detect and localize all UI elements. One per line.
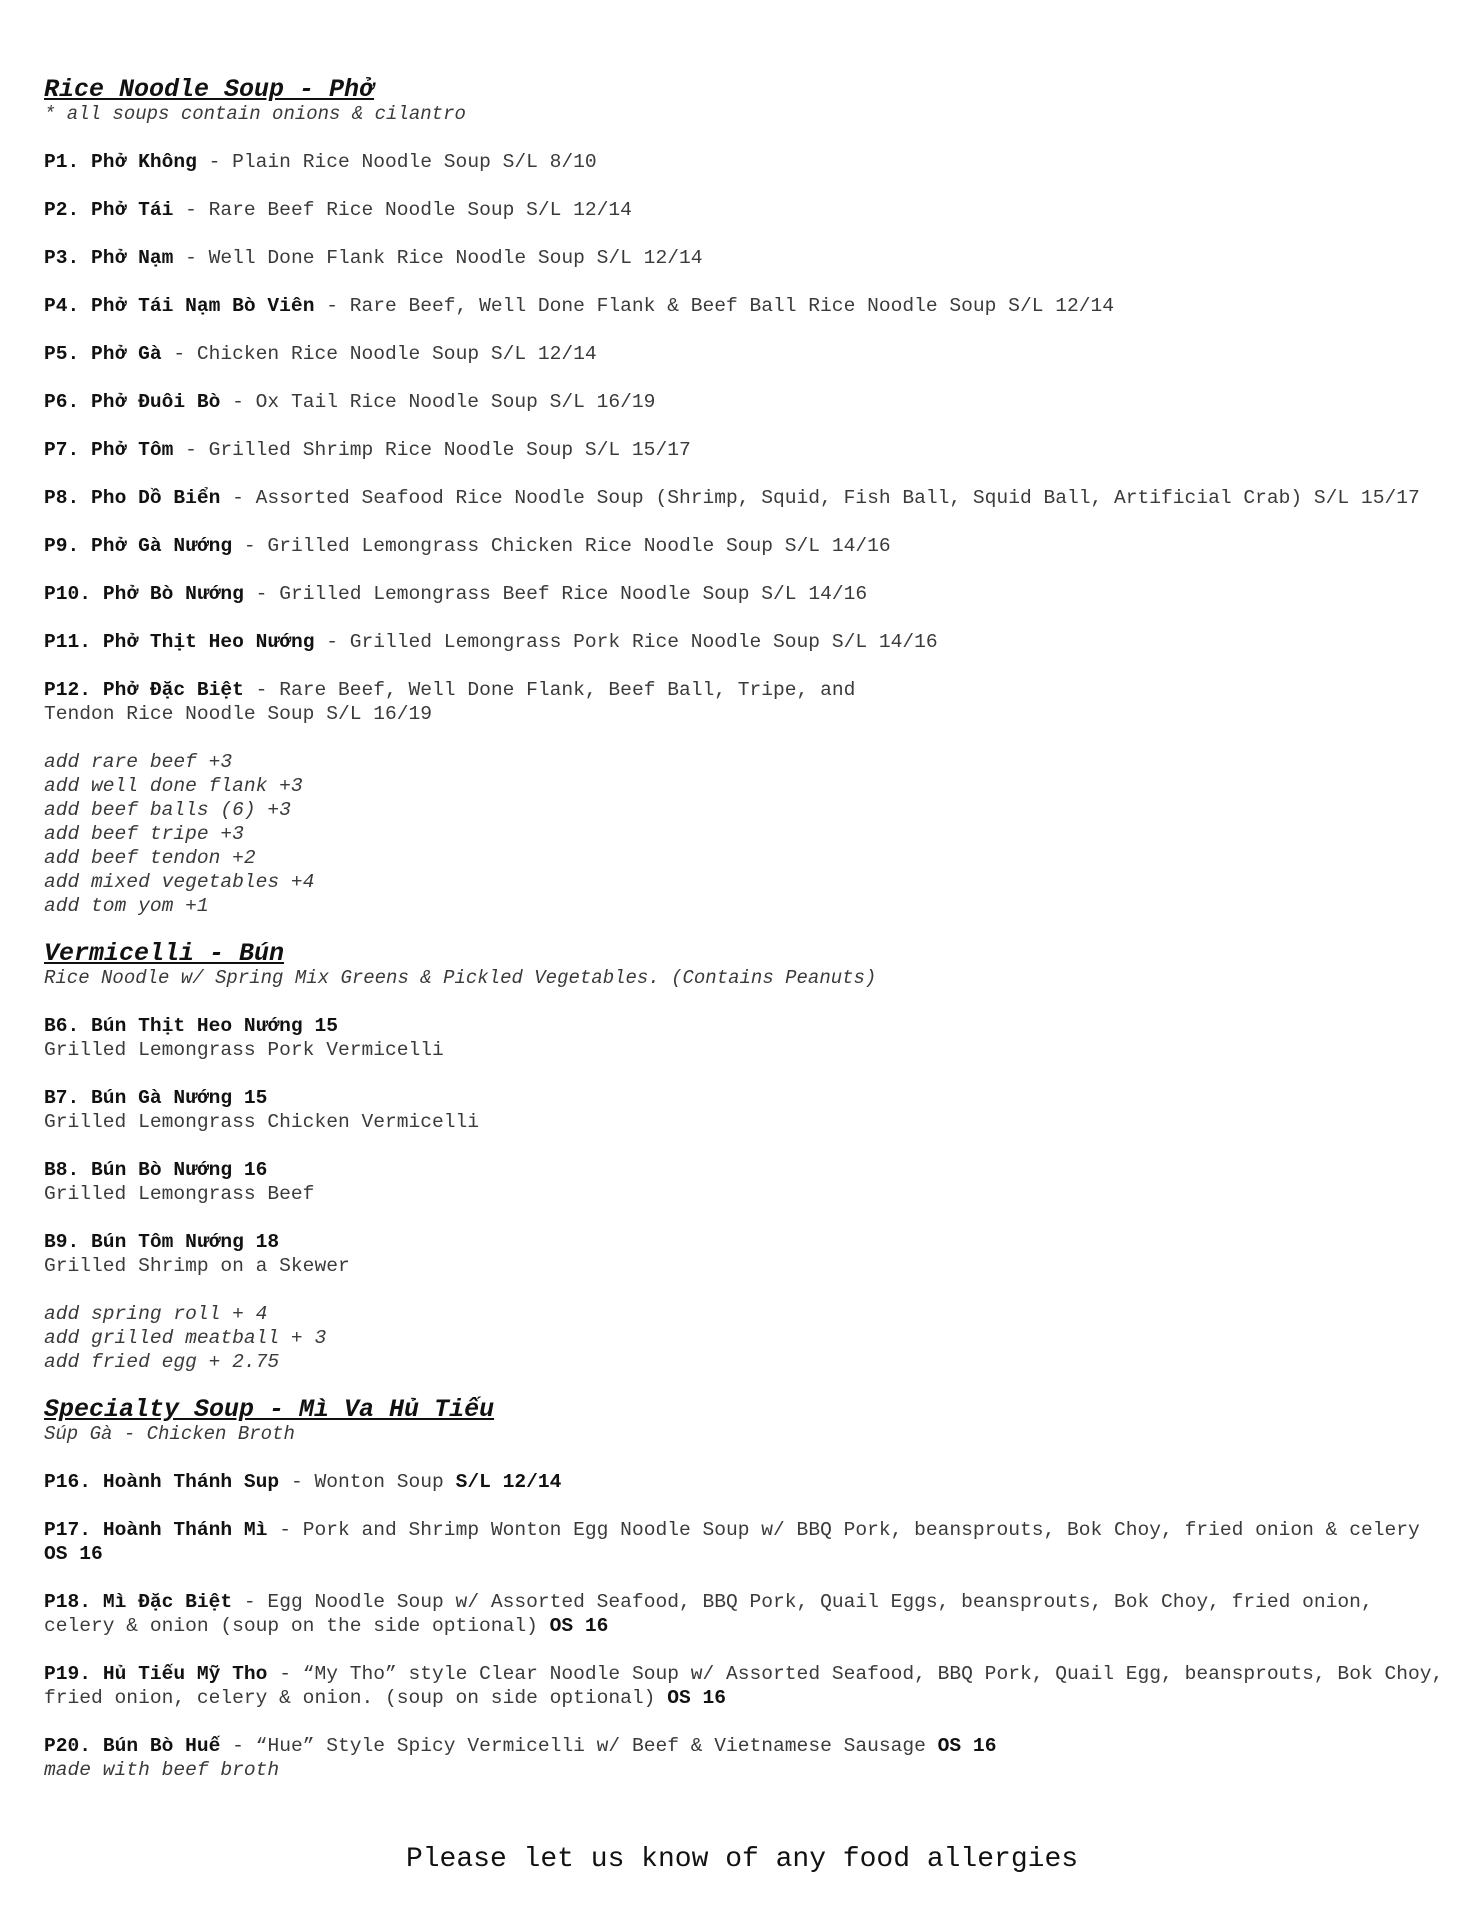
item-desc: - Rare Beef, Well Done Flank, Beef Ball, Tripe, and xyxy=(243,679,856,701)
item-price: OS 16 xyxy=(667,1687,726,1709)
menu-item xyxy=(44,534,1454,558)
addon-item: add beef balls (6) +3 xyxy=(44,799,291,821)
item-code: P19. xyxy=(44,1663,92,1685)
item-code: B8. xyxy=(44,1159,80,1181)
item-code: P3. xyxy=(44,247,80,269)
section-title: Vermicelli - Bún xyxy=(44,939,285,968)
item-desc: - Wonton Soup xyxy=(279,1471,456,1493)
item-code: P1. xyxy=(44,151,80,173)
menu-item xyxy=(44,1014,1454,1062)
menu-item xyxy=(44,342,1454,366)
item-name: Phở Đặc Biệt xyxy=(102,679,244,701)
item-name: Phở Gà xyxy=(91,343,162,365)
item-code: P7. xyxy=(44,439,80,461)
item-code: P2. xyxy=(44,199,80,221)
section-note: * all soups contain onions & cilantro xyxy=(44,103,466,125)
addon-item: add grilled meatball + 3 xyxy=(44,1327,327,1349)
item-price: OS 16 xyxy=(44,1543,103,1565)
item-code: P6. xyxy=(44,391,80,413)
item-code: P10. xyxy=(44,583,92,605)
item-desc: - Rare Beef, Well Done Flank & Beef Ball Rice Noodle Soup S/L 12/14 xyxy=(314,295,1115,317)
item-desc: - Grilled Lemongrass Pork Rice Noodle Soup S/L 14/16 xyxy=(314,631,938,653)
item-name: Hoành Thánh Sup xyxy=(102,1471,280,1493)
section-note: Rice Noodle w/ Spring Mix Greens & Pickled Vegetables. (Contains Peanuts) xyxy=(44,967,877,989)
item-name: Bún Gà Nướng xyxy=(91,1087,233,1109)
menu-item xyxy=(44,486,1454,510)
item-desc: Tendon Rice Noodle Soup S/L 16/19 xyxy=(44,703,433,725)
allergy-footer: Please let us know of any food allergies xyxy=(405,1844,1079,1875)
menu-item xyxy=(44,198,1454,222)
item-name: Hủ Tiếu Mỹ Tho xyxy=(102,1663,268,1685)
menu-item xyxy=(44,294,1454,318)
specialty-section xyxy=(44,1395,1454,1782)
item-name: Mì Đặc Biệt xyxy=(102,1591,233,1613)
addon-item: add tom yom +1 xyxy=(44,895,209,917)
item-price: 15 xyxy=(314,1015,338,1037)
item-name: Phở Nạm xyxy=(91,247,174,269)
menu-item xyxy=(44,1086,1454,1134)
item-code: B9. xyxy=(44,1231,80,1253)
item-code: B6. xyxy=(44,1015,80,1037)
item-price: 18 xyxy=(255,1231,280,1253)
item-price: OS 16 xyxy=(549,1615,609,1637)
item-name: Phở Tôm xyxy=(91,439,174,461)
item-desc: - Egg Noodle Soup w/ Assorted Seafood, BBQ Pork, Quail Eggs, beansprouts, Bok Choy, fried onion, celery & onion (soup on the side optional) xyxy=(44,1591,1373,1637)
item-desc: - Plain Rice Noodle Soup S/L 8/10 xyxy=(196,151,597,173)
menu-item xyxy=(44,582,1454,606)
item-desc: Grilled Shrimp on a Skewer xyxy=(44,1255,350,1277)
item-code: P20. xyxy=(44,1735,92,1757)
menu-item xyxy=(44,1518,1454,1566)
item-desc: - “Hue” Style Spicy Vermicelli w/ Beef & Vietnamese Sausage xyxy=(220,1735,938,1757)
item-desc: - Ox Tail Rice Noodle Soup S/L 16/19 xyxy=(220,391,656,413)
menu-item xyxy=(44,630,1454,654)
menu-item xyxy=(44,150,1454,174)
menu-item xyxy=(44,390,1454,414)
item-price: S/L 12/14 xyxy=(455,1471,562,1493)
item-name: Hoành Thánh Mì xyxy=(102,1519,268,1541)
item-code: P9. xyxy=(44,535,80,557)
item-price: 16 xyxy=(243,1159,268,1181)
addon-item: add fried egg + 2.75 xyxy=(44,1351,280,1373)
item-name: Bún Thịt Heo Nướng xyxy=(91,1015,303,1037)
menu-page xyxy=(44,75,1454,1782)
item-desc: - Pork and Shrimp Wonton Egg Noodle Soup w/ BBQ Pork, beansprouts, Bok Choy, fried onion & celery xyxy=(267,1519,1420,1541)
item-desc: - Well Done Flank Rice Noodle Soup S/L 12/14 xyxy=(173,247,703,269)
addon-item: add beef tendon +2 xyxy=(44,847,256,869)
item-desc: Grilled Lemongrass Beef xyxy=(44,1183,315,1205)
addon-item: add spring roll + 4 xyxy=(44,1303,268,1325)
item-desc: - Assorted Seafood Rice Noodle Soup (Shrimp, Squid, Fish Ball, Squid Ball, Artificial Crab) S/L 15/17 xyxy=(220,487,1420,509)
item-price: OS 16 xyxy=(937,1735,997,1757)
addon-item: add well done flank +3 xyxy=(44,775,303,797)
addon-item: add beef tripe +3 xyxy=(44,823,244,845)
item-desc: - “My Tho” style Clear Noodle Soup w/ Assorted Seafood, BBQ Pork, Quail Egg, beansprouts, Bok Choy, fried onion, celery & onion. (soup on side optional) xyxy=(44,1663,1444,1709)
item-desc: Grilled Lemongrass Chicken Vermicelli xyxy=(44,1111,480,1133)
item-code: P8. xyxy=(44,487,80,509)
item-name: Bún Bò Nướng xyxy=(91,1159,233,1181)
menu-item xyxy=(44,1230,1454,1278)
item-name: Phở Bò Nướng xyxy=(102,583,244,605)
section-note: Súp Gà - Chicken Broth xyxy=(44,1423,295,1445)
item-name: Phở Gà Nướng xyxy=(91,535,233,557)
menu-item xyxy=(44,1590,1454,1638)
item-code: B7. xyxy=(44,1087,80,1109)
item-desc: - Chicken Rice Noodle Soup S/L 12/14 xyxy=(161,343,597,365)
item-name: Phở Thịt Heo Nướng xyxy=(102,631,315,653)
item-code: P5. xyxy=(44,343,80,365)
item-name: Pho Dồ Biển xyxy=(91,487,221,509)
item-code: P12. xyxy=(44,679,92,701)
menu-item xyxy=(44,438,1454,462)
menu-item xyxy=(44,1158,1454,1206)
menu-item xyxy=(44,1470,1454,1494)
section-title: Specialty Soup - Mì Va Hủ Tiếu xyxy=(44,1395,495,1424)
section-title: Rice Noodle Soup - Phở xyxy=(44,75,375,104)
item-desc: - Grilled Lemongrass Beef Rice Noodle Soup S/L 14/16 xyxy=(243,583,868,605)
item-name: Bún Bò Huế xyxy=(102,1735,221,1757)
addon-list xyxy=(44,1302,1454,1374)
item-desc: - Grilled Lemongrass Chicken Rice Noodle Soup S/L 14/16 xyxy=(232,535,891,557)
item-note: made with beef broth xyxy=(44,1759,280,1781)
item-desc: - Rare Beef Rice Noodle Soup S/L 12/14 xyxy=(173,199,632,221)
menu-item xyxy=(44,678,1454,726)
item-desc: Grilled Lemongrass Pork Vermicelli xyxy=(44,1039,444,1061)
bun-section xyxy=(44,939,1454,1374)
item-name: Phở Tái xyxy=(91,199,174,221)
item-price: 15 xyxy=(243,1087,268,1109)
item-desc: - Grilled Shrimp Rice Noodle Soup S/L 15/17 xyxy=(173,439,691,461)
item-code: P16. xyxy=(44,1471,92,1493)
addon-item: add rare beef +3 xyxy=(44,751,233,773)
item-name: Phở Đuôi Bò xyxy=(91,391,221,413)
item-name: Phở Tái Nạm Bò Viên xyxy=(91,295,315,317)
pho-section xyxy=(44,75,1454,918)
addon-item: add mixed vegetables +4 xyxy=(44,871,315,893)
item-name: Phở Không xyxy=(91,151,197,173)
menu-item xyxy=(44,246,1454,270)
item-code: P18. xyxy=(44,1591,92,1613)
menu-item xyxy=(44,1662,1454,1710)
menu-item xyxy=(44,1734,1454,1782)
item-code: P17. xyxy=(44,1519,92,1541)
item-code: P11. xyxy=(44,631,92,653)
addon-list xyxy=(44,750,1454,918)
item-code: P4. xyxy=(44,295,80,317)
item-name: Bún Tôm Nướng xyxy=(91,1231,244,1253)
